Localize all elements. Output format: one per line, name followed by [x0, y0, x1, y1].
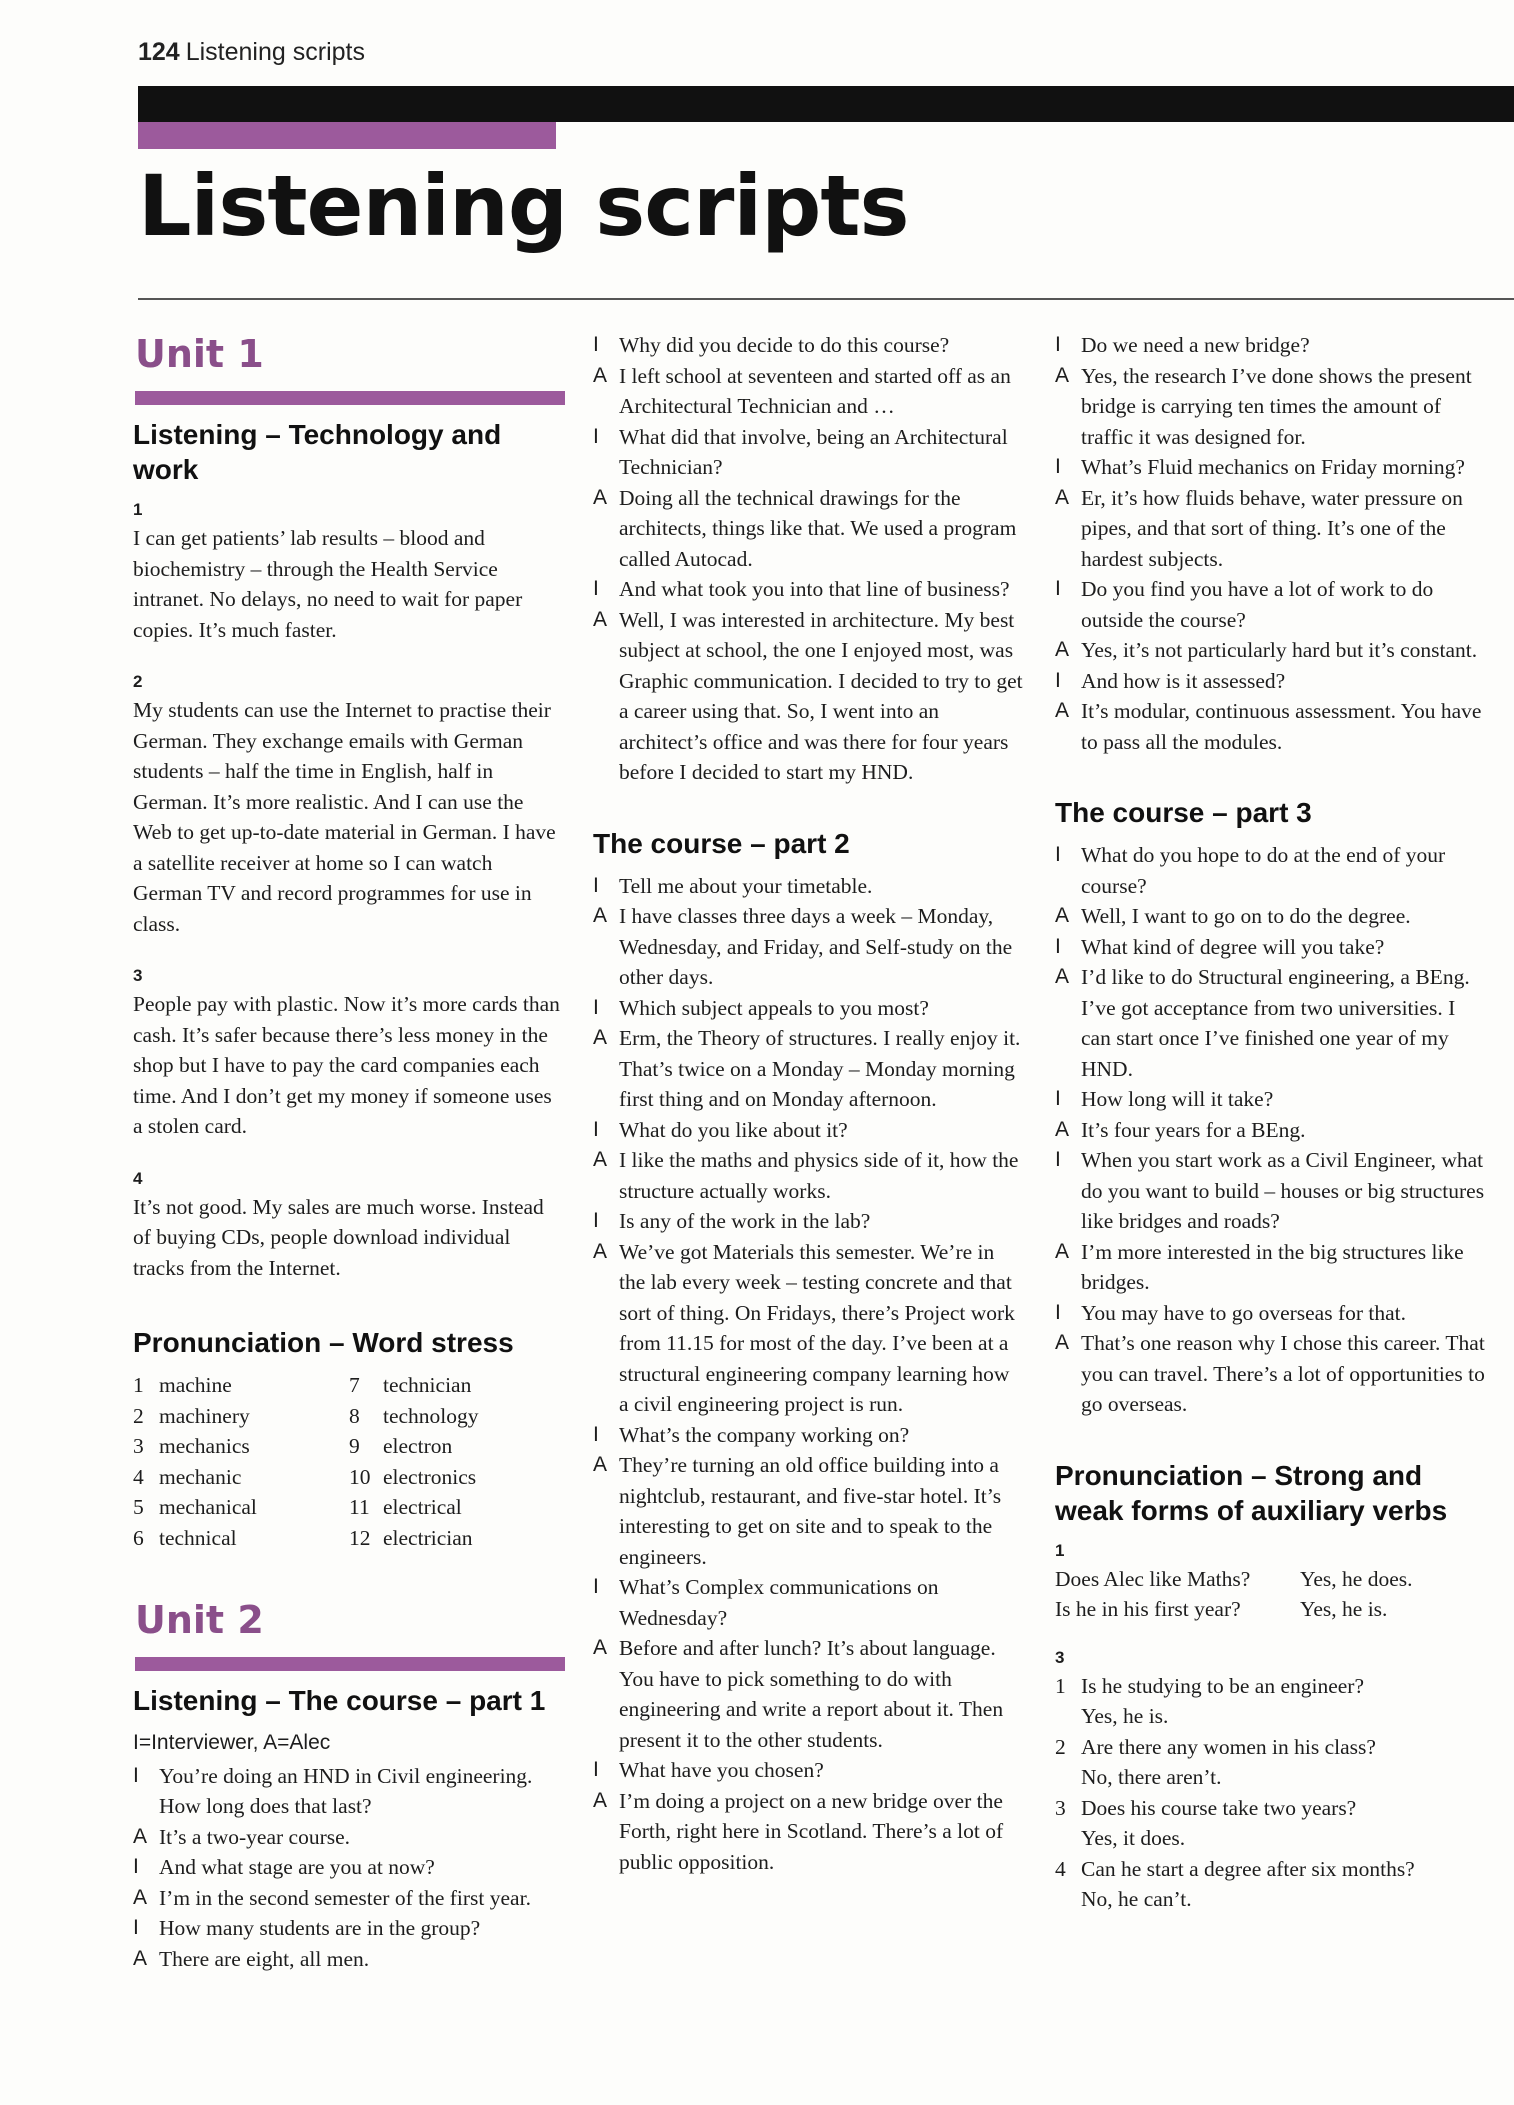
dialogue-line: I Do you find you have a lot of work to do outside the course?: [1055, 577, 1434, 632]
unit-1-heading: Unit 1: [135, 332, 264, 376]
section-heading-course-part-2: The course – part 2: [593, 827, 850, 859]
dialogue-line: A Er, it’s how fluids behave, water pressure on pipes, and that sort of thing. It’s one of the hardest subjects.: [1055, 485, 1463, 571]
dialogue-line: A I like the maths and physics side of it, how the structure actually works.: [593, 1148, 1019, 1203]
section-heading-strong-weak-forms: Pronunciation – Strong and weak forms of auxiliary verbs: [1055, 1459, 1448, 1526]
dialogue-part-3: [1055, 840, 1485, 1420]
dialogue-line: I Do we need a new bridge?: [1055, 333, 1310, 357]
section-heading-course-part-1: Listening – The course – part 1: [133, 1685, 546, 1716]
exercise-1-list: [1055, 1564, 1485, 1625]
numbered-question: 4 Can he start a degree after six months? No, he can’t.: [1055, 1856, 1415, 1911]
running-header-section: Listening scripts: [185, 38, 365, 66]
exercise-number: 1: [1055, 1540, 1065, 1560]
dialogue-line: I What’s Fluid mechanics on Friday morning?: [1055, 455, 1465, 479]
header-purple-bar: [138, 122, 556, 149]
dialogue-line: I You’re doing an HND in Civil engineering. How long does that last?: [133, 1763, 533, 1818]
dialogue-part-2-continued: [1055, 330, 1485, 757]
dialogue-line: A It’s four years for a BEng.: [1055, 1117, 1306, 1142]
dialogue-line: I What’s Complex communications on Wednesday?: [593, 1575, 939, 1630]
dialogue-line: A I’m more interested in the big structures like bridges.: [1055, 1239, 1464, 1294]
numbered-question: 2 Are there any women in his class? No, there aren’t.: [1055, 1734, 1376, 1789]
speakers-key: I=Interviewer, A=Alec: [133, 1731, 331, 1754]
header-black-bar: [138, 86, 1514, 122]
unit-2-bar: [135, 1657, 565, 1671]
dialogue-line: I What kind of degree will you take?: [1055, 934, 1385, 959]
item-number: 1: [133, 500, 143, 519]
word-stress-item: 6 technical: [133, 1525, 237, 1550]
dialogue-line: I What have you chosen?: [593, 1758, 824, 1782]
section-heading-word-stress: Pronunciation – Word stress: [133, 1327, 514, 1358]
word-stress-item: 5 mechanical: [133, 1495, 257, 1519]
dialogue-line: I And what took you into that line of business?: [593, 577, 1010, 601]
dialogue-line: I And what stage are you at now?: [133, 1855, 435, 1879]
dialogue-line: A They’re turning an old office building into a nightclub, restaurant, and five-star hotel. It’s interesting to get on site and to speak to the engineers.: [593, 1453, 1002, 1569]
dialogue-line: A We’ve got Materials this semester. We’re in the lab every week – testing concrete and that sort of thing. On Fridays, there’s Project work from 11.15 for most of the day. I’ve been at a structural engineering company learning how a civil engineering project is run.: [593, 1239, 1015, 1416]
dialogue-line: I What do you hope to do at the end of your course?: [1055, 843, 1446, 898]
page-number: 124: [138, 38, 180, 66]
unit-2-heading: Unit 2: [135, 1598, 264, 1642]
title-rule: [138, 298, 1514, 300]
dialogue-line: I What’s the company working on?: [593, 1422, 910, 1447]
word-stress-right-column: [349, 1370, 565, 1553]
word-stress-item: 7 technician: [349, 1373, 472, 1397]
word-stress-item: 8 technology: [349, 1403, 479, 1428]
dialogue-line: I How many students are in the group?: [133, 1916, 481, 1940]
dialogue-line: A Well, I was interested in architecture. My best subject at school, the one I enjoyed most, was Graphic communication. I decided to try to get a career using that. So, I went into an architect’s office and was there for four years before I decided to start my HND.: [593, 607, 1023, 784]
script-paragraph: It’s not good. My sales are much worse. Instead of buying CDs, people download individual tracks from the Internet.: [133, 1194, 544, 1280]
dialogue-line: A I’m in the second semester of the first year.: [133, 1885, 531, 1910]
word-stress-item: 4 mechanic: [133, 1464, 242, 1489]
running-header: [138, 38, 365, 67]
column-3: [1055, 330, 1485, 1915]
page-title: Listening scripts: [138, 157, 909, 255]
word-stress-item: 3 mechanics: [133, 1434, 250, 1458]
word-stress-list: [133, 1370, 565, 1553]
dialogue-line: I When you start work as a Civil Engineer, what do you want to build – houses or big structures like bridges and roads?: [1055, 1148, 1485, 1233]
numbered-question: 3 Does his course take two years? Yes, it does.: [1055, 1795, 1357, 1850]
unit-1-bar: [135, 391, 565, 405]
question-answer-row: Does Alec like Maths? Yes, he does.: [1055, 1566, 1413, 1591]
section-heading-course-part-3: The course – part 3: [1055, 797, 1312, 828]
dialogue-line: I What do you like about it?: [593, 1117, 848, 1142]
section-heading-technology-and-work: Listening – Technology and work: [133, 419, 502, 485]
word-stress-item: 11 electrical: [349, 1495, 462, 1519]
script-paragraph: My students can use the Internet to practise their German. They exchange emails with German students – half the time in English, half in German. It’s more realistic. And I can use the Web to get up-to-date material in German. I have a satellite receiver at home so I can watch German TV and record programmes for use in class.: [133, 698, 556, 936]
dialogue-part-2: [593, 871, 1023, 1878]
item-number: 3: [133, 966, 143, 985]
dialogue-line: I Is any of the work in the lab?: [593, 1209, 871, 1233]
dialogue-line: A I have classes three days a week – Monday, Wednesday, and Friday, and Self-study on the other days.: [593, 904, 1013, 989]
dialogue-line: A It’s modular, continuous assessment. You have to pass all the modules.: [1055, 699, 1482, 754]
dialogue-line: A I’m doing a project on a new bridge over the Forth, right here in Scotland. There’s a lot of public opposition.: [593, 1788, 1004, 1874]
word-stress-item: 12 electrician: [349, 1525, 473, 1550]
dialogue-line: I What did that involve, being an Architectural Technician?: [593, 424, 1008, 479]
exercise-3-list: [1055, 1671, 1485, 1915]
dialogue-part-1: [133, 1761, 565, 1975]
question-answer-row: Is he in his first year? Yes, he is.: [1055, 1597, 1388, 1621]
dialogue-line: A Well, I want to go on to do the degree.: [1055, 904, 1411, 928]
script-paragraph: I can get patients’ lab results – blood and biochemistry – through the Health Service intranet. No delays, no need to wait for paper copies. It’s much faster.: [133, 526, 523, 642]
item-number: 2: [133, 672, 143, 691]
dialogue-line: I Which subject appeals to you most?: [593, 995, 929, 1020]
dialogue-line: A Before and after lunch? It’s about language. You have to pick something to do with engineering and write a report about it. Then present it to the other students.: [593, 1636, 1004, 1752]
word-stress-item: 2 machinery: [133, 1403, 250, 1428]
numbered-question: 1 Is he studying to be an engineer? Yes, he is.: [1055, 1673, 1364, 1728]
dialogue-line: A Doing all the technical drawings for the architects, things like that. We used a program called Autocad.: [593, 485, 1017, 571]
dialogue-line: I Why did you decide to do this course?: [593, 333, 950, 357]
dialogue-line: A That’s one reason why I chose this career. That you can travel. There’s a lot of opportunities to go overseas.: [1055, 1331, 1485, 1416]
word-stress-left-column: [133, 1370, 349, 1553]
dialogue-line: A There are eight, all men.: [133, 1946, 370, 1971]
dialogue-line: A Yes, it’s not particularly hard but it’s constant.: [1055, 638, 1478, 662]
word-stress-item: 10 electronics: [349, 1464, 477, 1489]
dialogue-line: I Tell me about your timetable.: [593, 873, 873, 898]
dialogue-line: A I’d like to do Structural engineering, a BEng. I’ve got acceptance from two universities. I can start once I’ve finished one year of my HND.: [1055, 965, 1470, 1081]
column-2: [593, 330, 1023, 1877]
dialogue-part-1-continued: [593, 330, 1023, 788]
word-stress-item: 1 machine: [133, 1373, 232, 1397]
dialogue-line: I And how is it assessed?: [1055, 668, 1286, 693]
dialogue-line: I You may have to go overseas for that.: [1055, 1300, 1407, 1325]
column-1: [133, 325, 565, 1974]
dialogue-line: I How long will it take?: [1055, 1087, 1274, 1111]
dialogue-line: A Yes, the research I’ve done shows the present bridge is carrying ten times the amount of traffic it was designed for.: [1055, 363, 1472, 449]
dialogue-line: A I left school at seventeen and started off as an Architectural Technician and …: [593, 363, 1011, 418]
dialogue-line: A Erm, the Theory of structures. I really enjoy it. That’s twice on a Monday – Monday morning first thing and on Monday afternoon.: [593, 1026, 1021, 1111]
word-stress-item: 9 electron: [349, 1434, 453, 1458]
exercise-number: 3: [1055, 1647, 1065, 1667]
item-number: 4: [133, 1168, 143, 1188]
dialogue-line: A It’s a two-year course.: [133, 1824, 351, 1849]
script-paragraph: People pay with plastic. Now it’s more cards than cash. It’s safer because there’s less money in the shop but I have to pay the card companies each time. And I don’t get my money if someone uses a stolen card.: [133, 992, 560, 1138]
